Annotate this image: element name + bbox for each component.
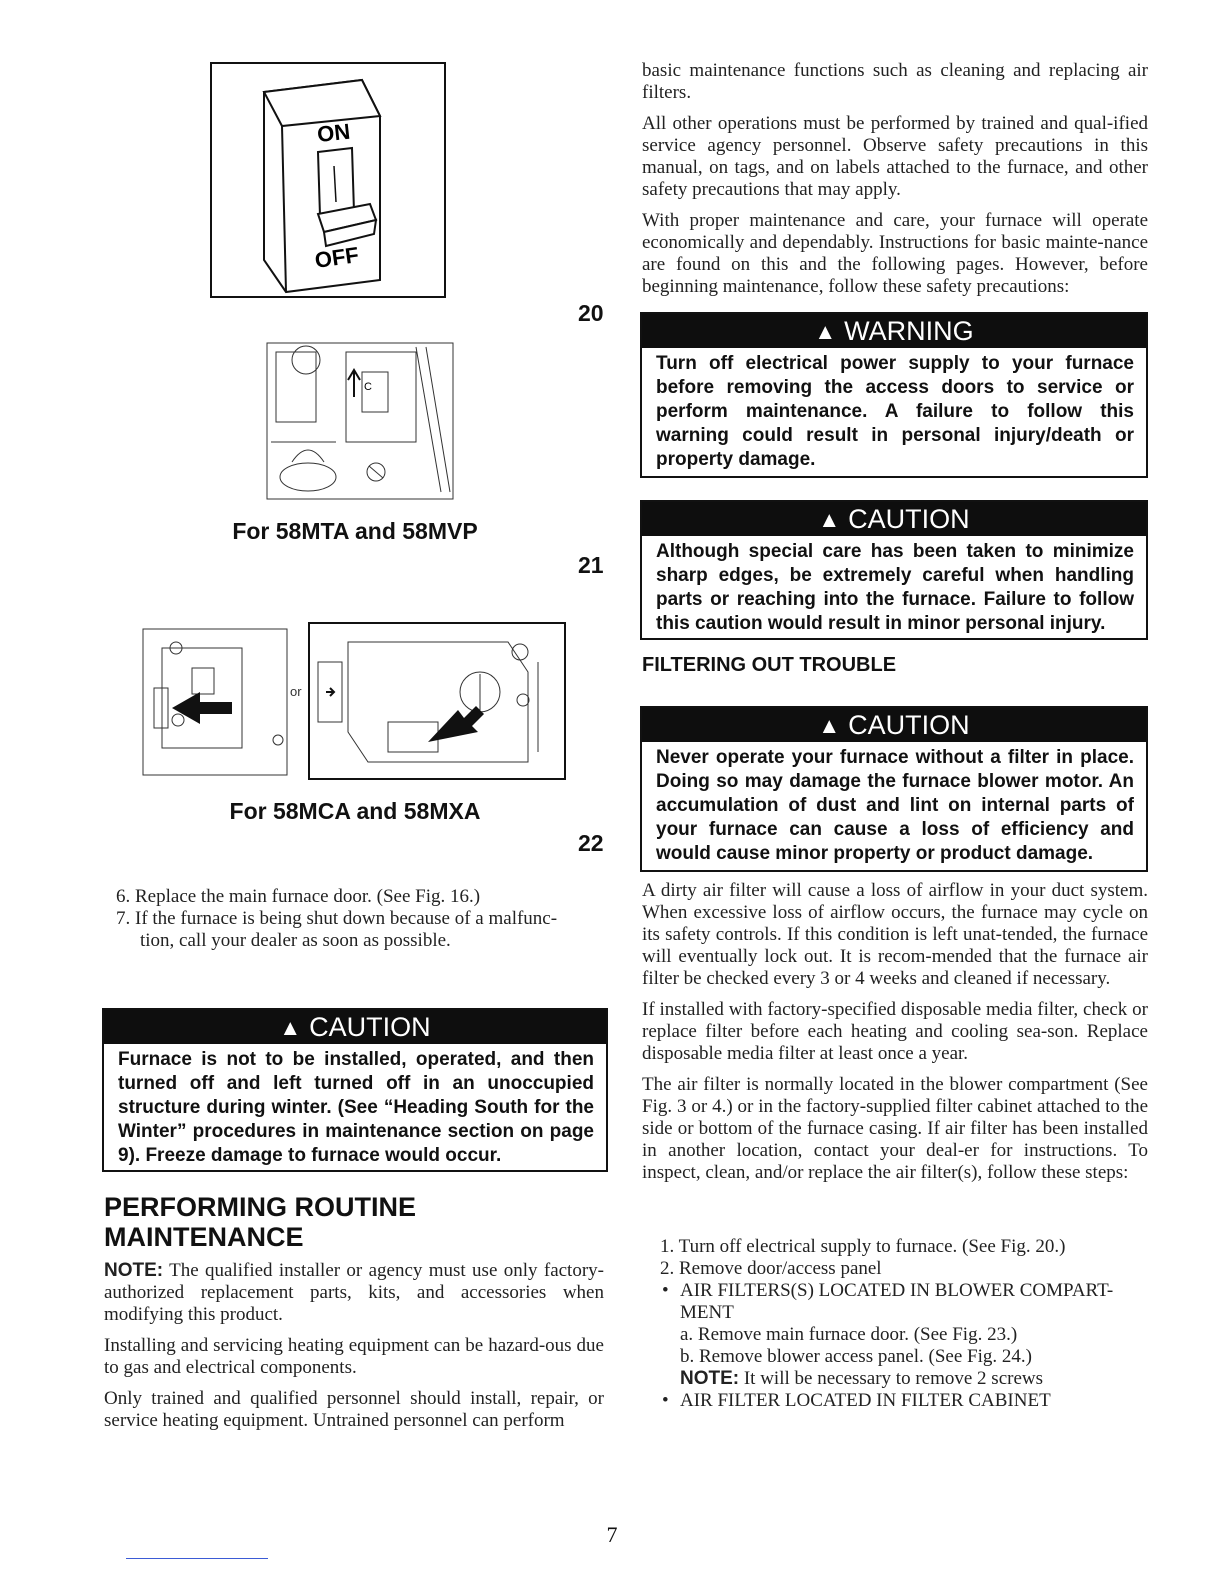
switch-on-label: ON	[315, 118, 352, 147]
footer-rule	[126, 1558, 268, 1559]
filter-step-1: 1. Turn off electrical supply to furnace. (See Fig. 20.)	[660, 1236, 1066, 1257]
warning-triangle-icon: ▲	[818, 713, 841, 738]
caution-box-freeze	[102, 1008, 608, 1172]
step-6: 6. Replace the main furnace door. (See Fig. 16.)	[116, 886, 481, 907]
warning-header	[642, 314, 1146, 348]
caution-header	[642, 708, 1146, 742]
filter-steps-list	[660, 1236, 1148, 1412]
right-column-intro	[642, 60, 1148, 307]
paragraph-other-operations: All other operations must be performed by trained and qual-ified service agency personnel. Observe safety precautions in this manual, on tags, and on labels attached to the furnace, and other safety precautions that may apply.	[642, 113, 1148, 200]
filter-bullet-blower: • AIR FILTERS(S) LOCATED IN BLOWER COMPART- MENT	[662, 1280, 1114, 1323]
fig22-valve-right-illustration	[308, 622, 566, 780]
filter-step-2: 2. Remove door/access panel	[660, 1258, 882, 1279]
caution-text: Never operate your furnace without a filter in place. Doing so may damage the furnace blower motor. An accumulation of dust and lint on internal parts of your furnace can cause a loss of efficiency and would cause minor property or product damage.	[656, 747, 1134, 864]
caution-text: Furnace is not to be installed, operated, and then turned off and left turned off in an unoccupied structure during winter. (See “Heading South for the Winter” procedures in maintenance section on page 9). Freeze damage to furnace would occur.	[118, 1049, 594, 1166]
paragraph-dirty-filter: A dirty air filter will cause a loss of airflow in your duct system. When excessive loss of airflow occurs, the furnace may cycle on its safety controls. If this condition is left unat-tended, the furnace will eventually lock out. It is recom-mended that the furnace air filter be checked every 3 or 4 weeks and cleaned if necessary.	[642, 880, 1148, 989]
warning-text: Turn off electrical power supply to your furnace before removing the access doors to service or perform maintenance. A failure to follow this warning could result in personal injury/death or property damage.	[656, 353, 1134, 470]
figure-number-20: 20	[578, 300, 604, 326]
switch-off-label: OFF	[313, 242, 361, 273]
figure-number-22: 22	[578, 830, 604, 856]
warning-box-power	[640, 312, 1148, 478]
paragraph-basic-maintenance: basic maintenance functions such as cleaning and replacing air filters.	[642, 60, 1148, 103]
paragraph-proper-maintenance: With proper maintenance and care, your furnace will operate economically and dependably. Instructions for basic mainte-nance are found on this and the following pages. However, before beginning maintenance, follow these safety precautions:	[642, 210, 1148, 297]
bullet-icon: •	[662, 1390, 669, 1411]
caution-title: CAUTION	[309, 1012, 431, 1042]
filter-bullet-cabinet: • AIR FILTER LOCATED IN FILTER CABINET	[662, 1390, 1051, 1411]
filtering-heading: FILTERING OUT TROUBLE	[642, 654, 897, 676]
filter-substep-b: b. Remove blower access panel. (See Fig. 24.)	[680, 1346, 1032, 1367]
svg-text:C: C	[364, 381, 372, 393]
caution-box-sharp-edges	[640, 500, 1148, 640]
warning-triangle-icon: ▲	[814, 319, 837, 344]
fig21-caption: For 58MTA and 58MVP	[232, 518, 478, 544]
warning-title: WARNING	[844, 316, 974, 346]
step-7: 7. If the furnace is being shut down because of a malfunc-	[116, 908, 558, 929]
shutdown-steps	[116, 886, 606, 952]
figure-number-21: 21	[578, 552, 604, 578]
warning-triangle-icon: ▲	[818, 507, 841, 532]
section-heading-routine-maintenance: PERFORMING ROUTINE MAINTENANCE	[104, 1192, 417, 1252]
bullet-icon: •	[662, 1280, 669, 1301]
paragraph-disposable-filter: If installed with factory-specified disposable media filter, check or replace filter before each heating and cooling sea-son. Replace disposable media filter at least once a year.	[642, 999, 1148, 1064]
filter-substep-a: a. Remove main furnace door. (See Fig. 23.)	[680, 1324, 1018, 1345]
paragraph-hazardous: Installing and servicing heating equipment can be hazard-ous due to gas and electrical components.	[104, 1335, 604, 1378]
caution-header	[104, 1010, 606, 1044]
right-column-filter-body	[642, 880, 1148, 1193]
paragraph-qualified-personnel: Only trained and qualified personnel should install, repair, or service heating equipment. Untrained personnel can perform	[104, 1388, 604, 1431]
page-number: 7	[606, 1522, 618, 1547]
step-7-continued: tion, call your dealer as soon as possible.	[140, 930, 451, 951]
paragraph-filter-location: The air filter is normally located in the blower compartment (See Fig. 3 or 4.) or in the factory-supplied filter cabinet attached to the side or bottom of the furnace casing. If air filter has been installed in another location, contact your deal-er for instructions. To inspect, clean, and/or replace the air filter(s), follow these steps:	[642, 1074, 1148, 1183]
left-column-body	[104, 1260, 604, 1441]
caution-title: CAUTION	[848, 710, 970, 740]
fig20-switch-illustration	[210, 62, 446, 298]
filter-note: NOTE: It will be necessary to remove 2 screws	[680, 1368, 1044, 1389]
caution-box-filter	[640, 706, 1148, 872]
caution-title: CAUTION	[848, 504, 970, 534]
fig22-valve-left-illustration	[142, 628, 288, 776]
fig21-gas-valve-illustration	[266, 342, 454, 500]
fig22-caption: For 58MCA and 58MXA	[229, 798, 481, 824]
caution-header	[642, 502, 1146, 536]
fig22-or-label: or	[290, 684, 302, 699]
caution-text: Although special care has been taken to minimize sharp edges, be extremely careful when handling parts or reaching into the furnace. Failure to follow this caution would result in minor personal injury.	[656, 541, 1134, 634]
note-paragraph: NOTE: The qualified installer or agency must use only factory-authorized replacement parts, kits, and accessories when modifying this product.	[104, 1260, 604, 1325]
warning-triangle-icon: ▲	[279, 1015, 302, 1040]
